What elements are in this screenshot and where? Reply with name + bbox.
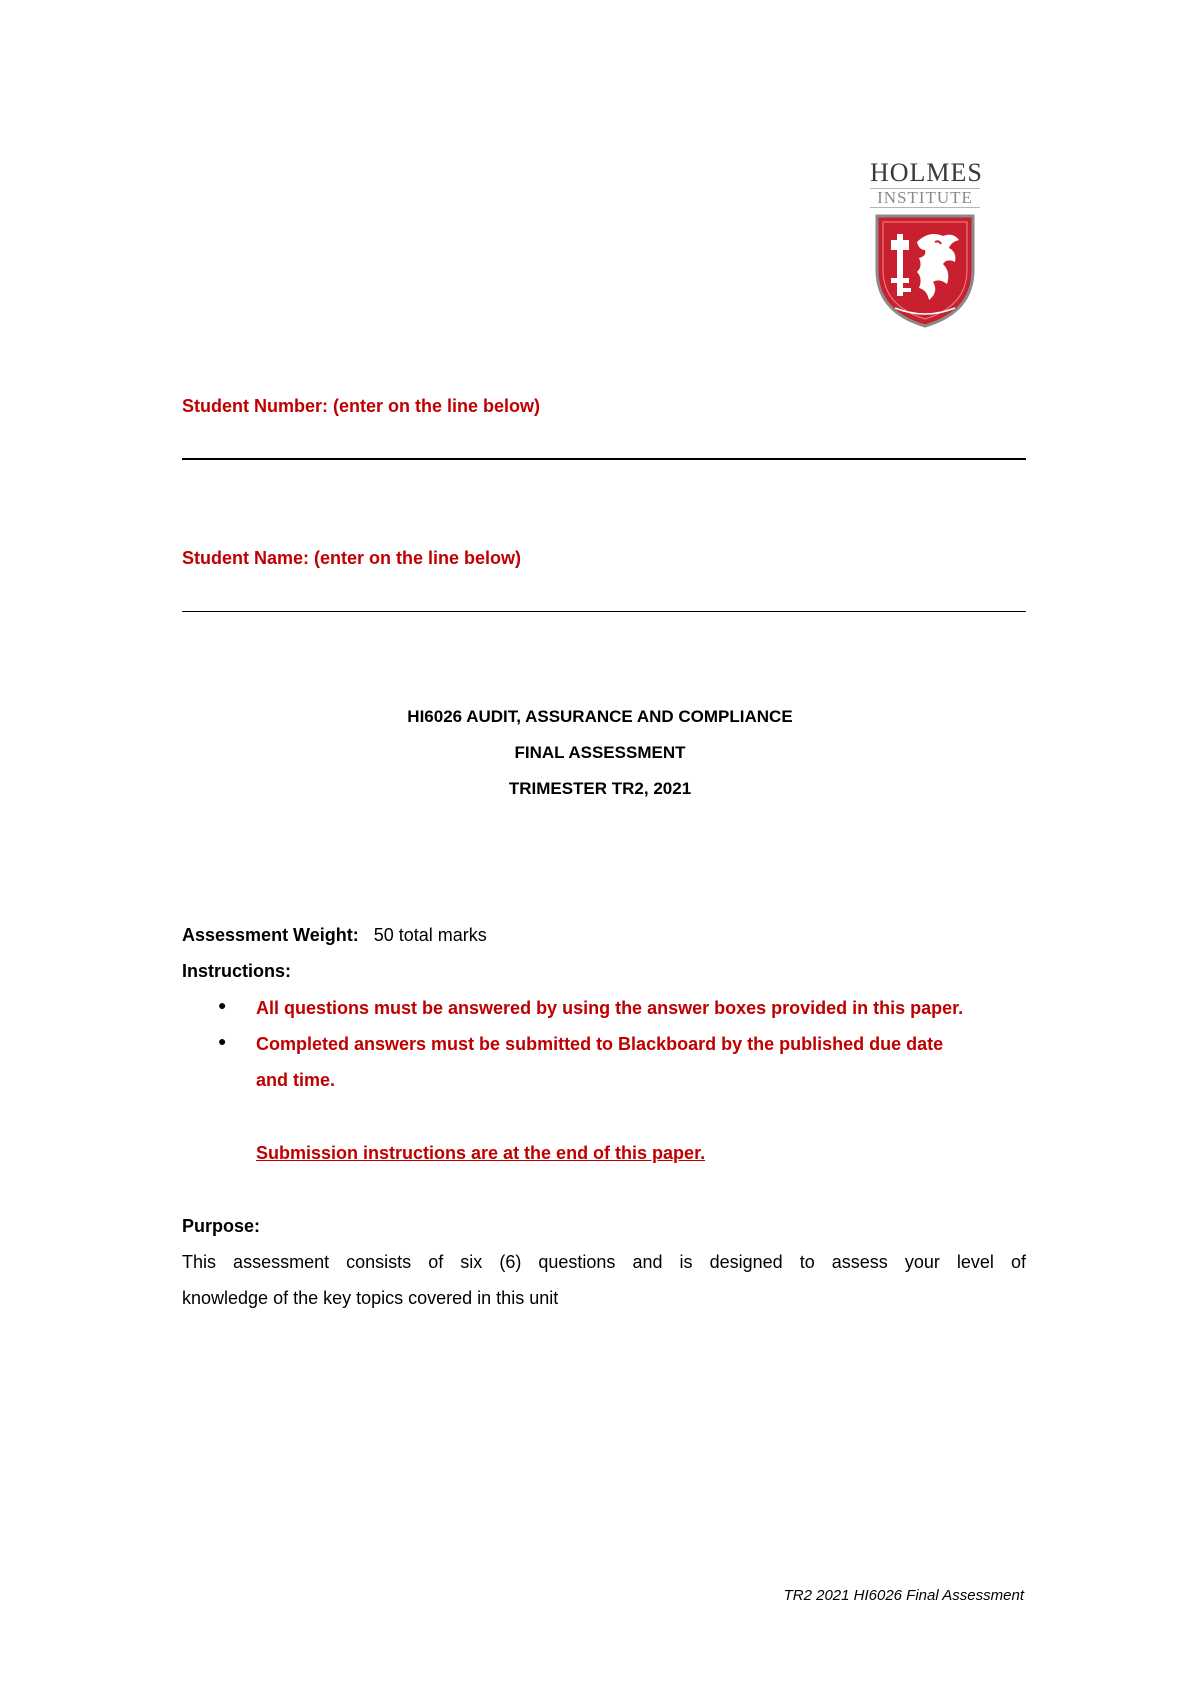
student-number-label: Student Number: (enter on the line below) [182, 396, 541, 416]
purpose-line-2: knowledge of the key topics covered in this unit [182, 1288, 559, 1308]
assessment-weight [182, 925, 487, 946]
holmes-institute-logo [870, 158, 983, 330]
logo-name-institute: INSTITUTE [870, 188, 980, 208]
submission-note: Submission instructions are at the end of this paper. [256, 1143, 706, 1163]
assessment-weight-label: Assessment Weight: [182, 925, 359, 945]
student-name-line[interactable] [182, 611, 1026, 612]
purpose-text [182, 1244, 1026, 1316]
purpose-line-1: This assessment consists of six (6) questions and is designed to assess your level of [182, 1252, 1026, 1272]
student-name-label: Student Name: (enter on the line below) [182, 548, 522, 568]
page-footer: TR2 2021 HI6026 Final Assessment [783, 1587, 1024, 1604]
trimester-title: TRIMESTER TR2, 2021 [508, 779, 692, 798]
instruction-item-2-continued: and time. [256, 1070, 336, 1090]
instruction-item-1: All questions must be answered by using the answer boxes provided in this paper. [256, 998, 964, 1018]
logo-name-holmes: HOLMES [870, 158, 983, 187]
bullet-icon: ● [218, 1033, 227, 1049]
course-title: HI6026 AUDIT, ASSURANCE AND COMPLIANCE [407, 707, 793, 726]
student-number-line[interactable] [182, 458, 1026, 460]
shield-crest-icon [873, 212, 977, 330]
purpose-label: Purpose: [182, 1216, 261, 1236]
instruction-item-2: Completed answers must be submitted to Blackboard by the published due date [256, 1034, 944, 1054]
instructions-label: Instructions: [182, 961, 292, 981]
bullet-icon: ● [218, 997, 227, 1013]
assessment-title: FINAL ASSESSMENT [514, 743, 686, 762]
assessment-weight-value: 50 total marks [373, 925, 487, 945]
